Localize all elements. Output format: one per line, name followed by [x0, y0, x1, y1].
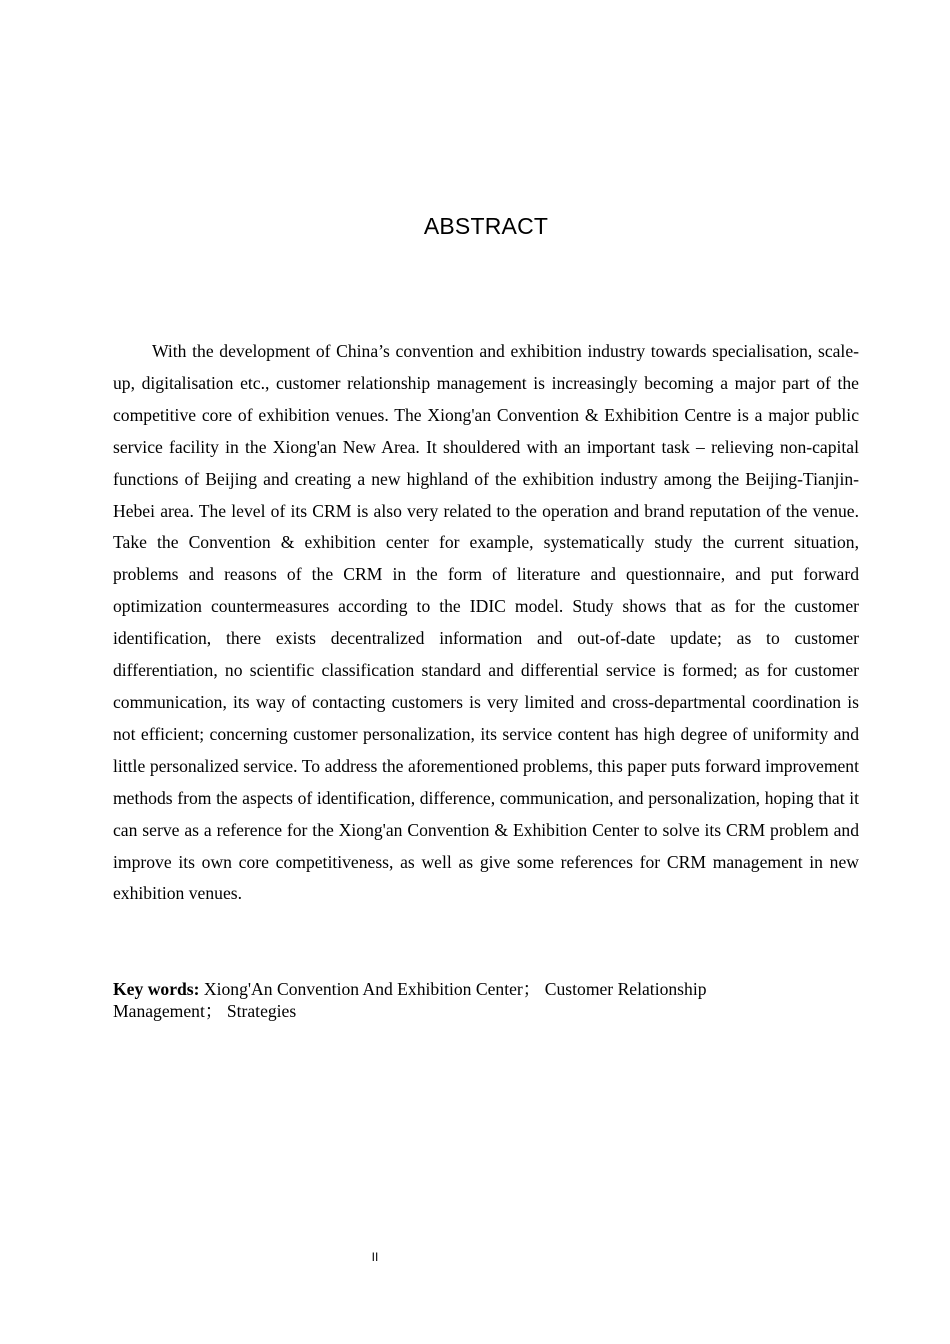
keywords-label: Key words: — [113, 979, 200, 999]
abstract-title: ABSTRACT — [423, 213, 549, 239]
page-number: II — [371, 1250, 379, 1264]
keywords-line — [113, 978, 813, 1022]
keywords-text: Xiong'An Convention And Exhibition Center； Customer Relationship Management； Strategies — [113, 979, 707, 1021]
abstract-body: With the development of China’s convention and exhibition industry towards specialisation, scale-up, digitalisation etc., customer relationship management is increasingly becoming a major part of the competitive core of exhibition venues. The Xiong'an Convention & Exhibition Centre is a major public service facility in the Xiong'an New Area. It shouldered with an important task – relieving non-capital functions of Beijing and creating a new highland of the exhibition industry among the Beijing-Tianjin-Hebei area. The level of its CRM is also very related to the operation and brand reputation of the venue. Take the Convention & exhibition center for example, systematically study the current situation, problems and reasons of the CRM in the form of literature and questionnaire, and put forward optimization countermeasures according to the IDIC model. Study shows that as for the customer identification, there exists decentralized information and out-of-date update; as to customer differentiation, no scientific classification standard and differential service is formed; as for customer communication, its way of contacting customers is very limited and cross-departmental coordination is not efficient; concerning customer personalization, its service content has high degree of uniformity and little personalized service. To address the aforementioned problems, this paper puts forward improvement methods from the aspects of identification, difference, communication, and personalization, hoping that it can serve as a reference for the Xiong'an Convention & Exhibition Center to solve its CRM problem and improve its own core competitiveness, as well as give some references for CRM management in new exhibition venues. — [113, 341, 859, 904]
